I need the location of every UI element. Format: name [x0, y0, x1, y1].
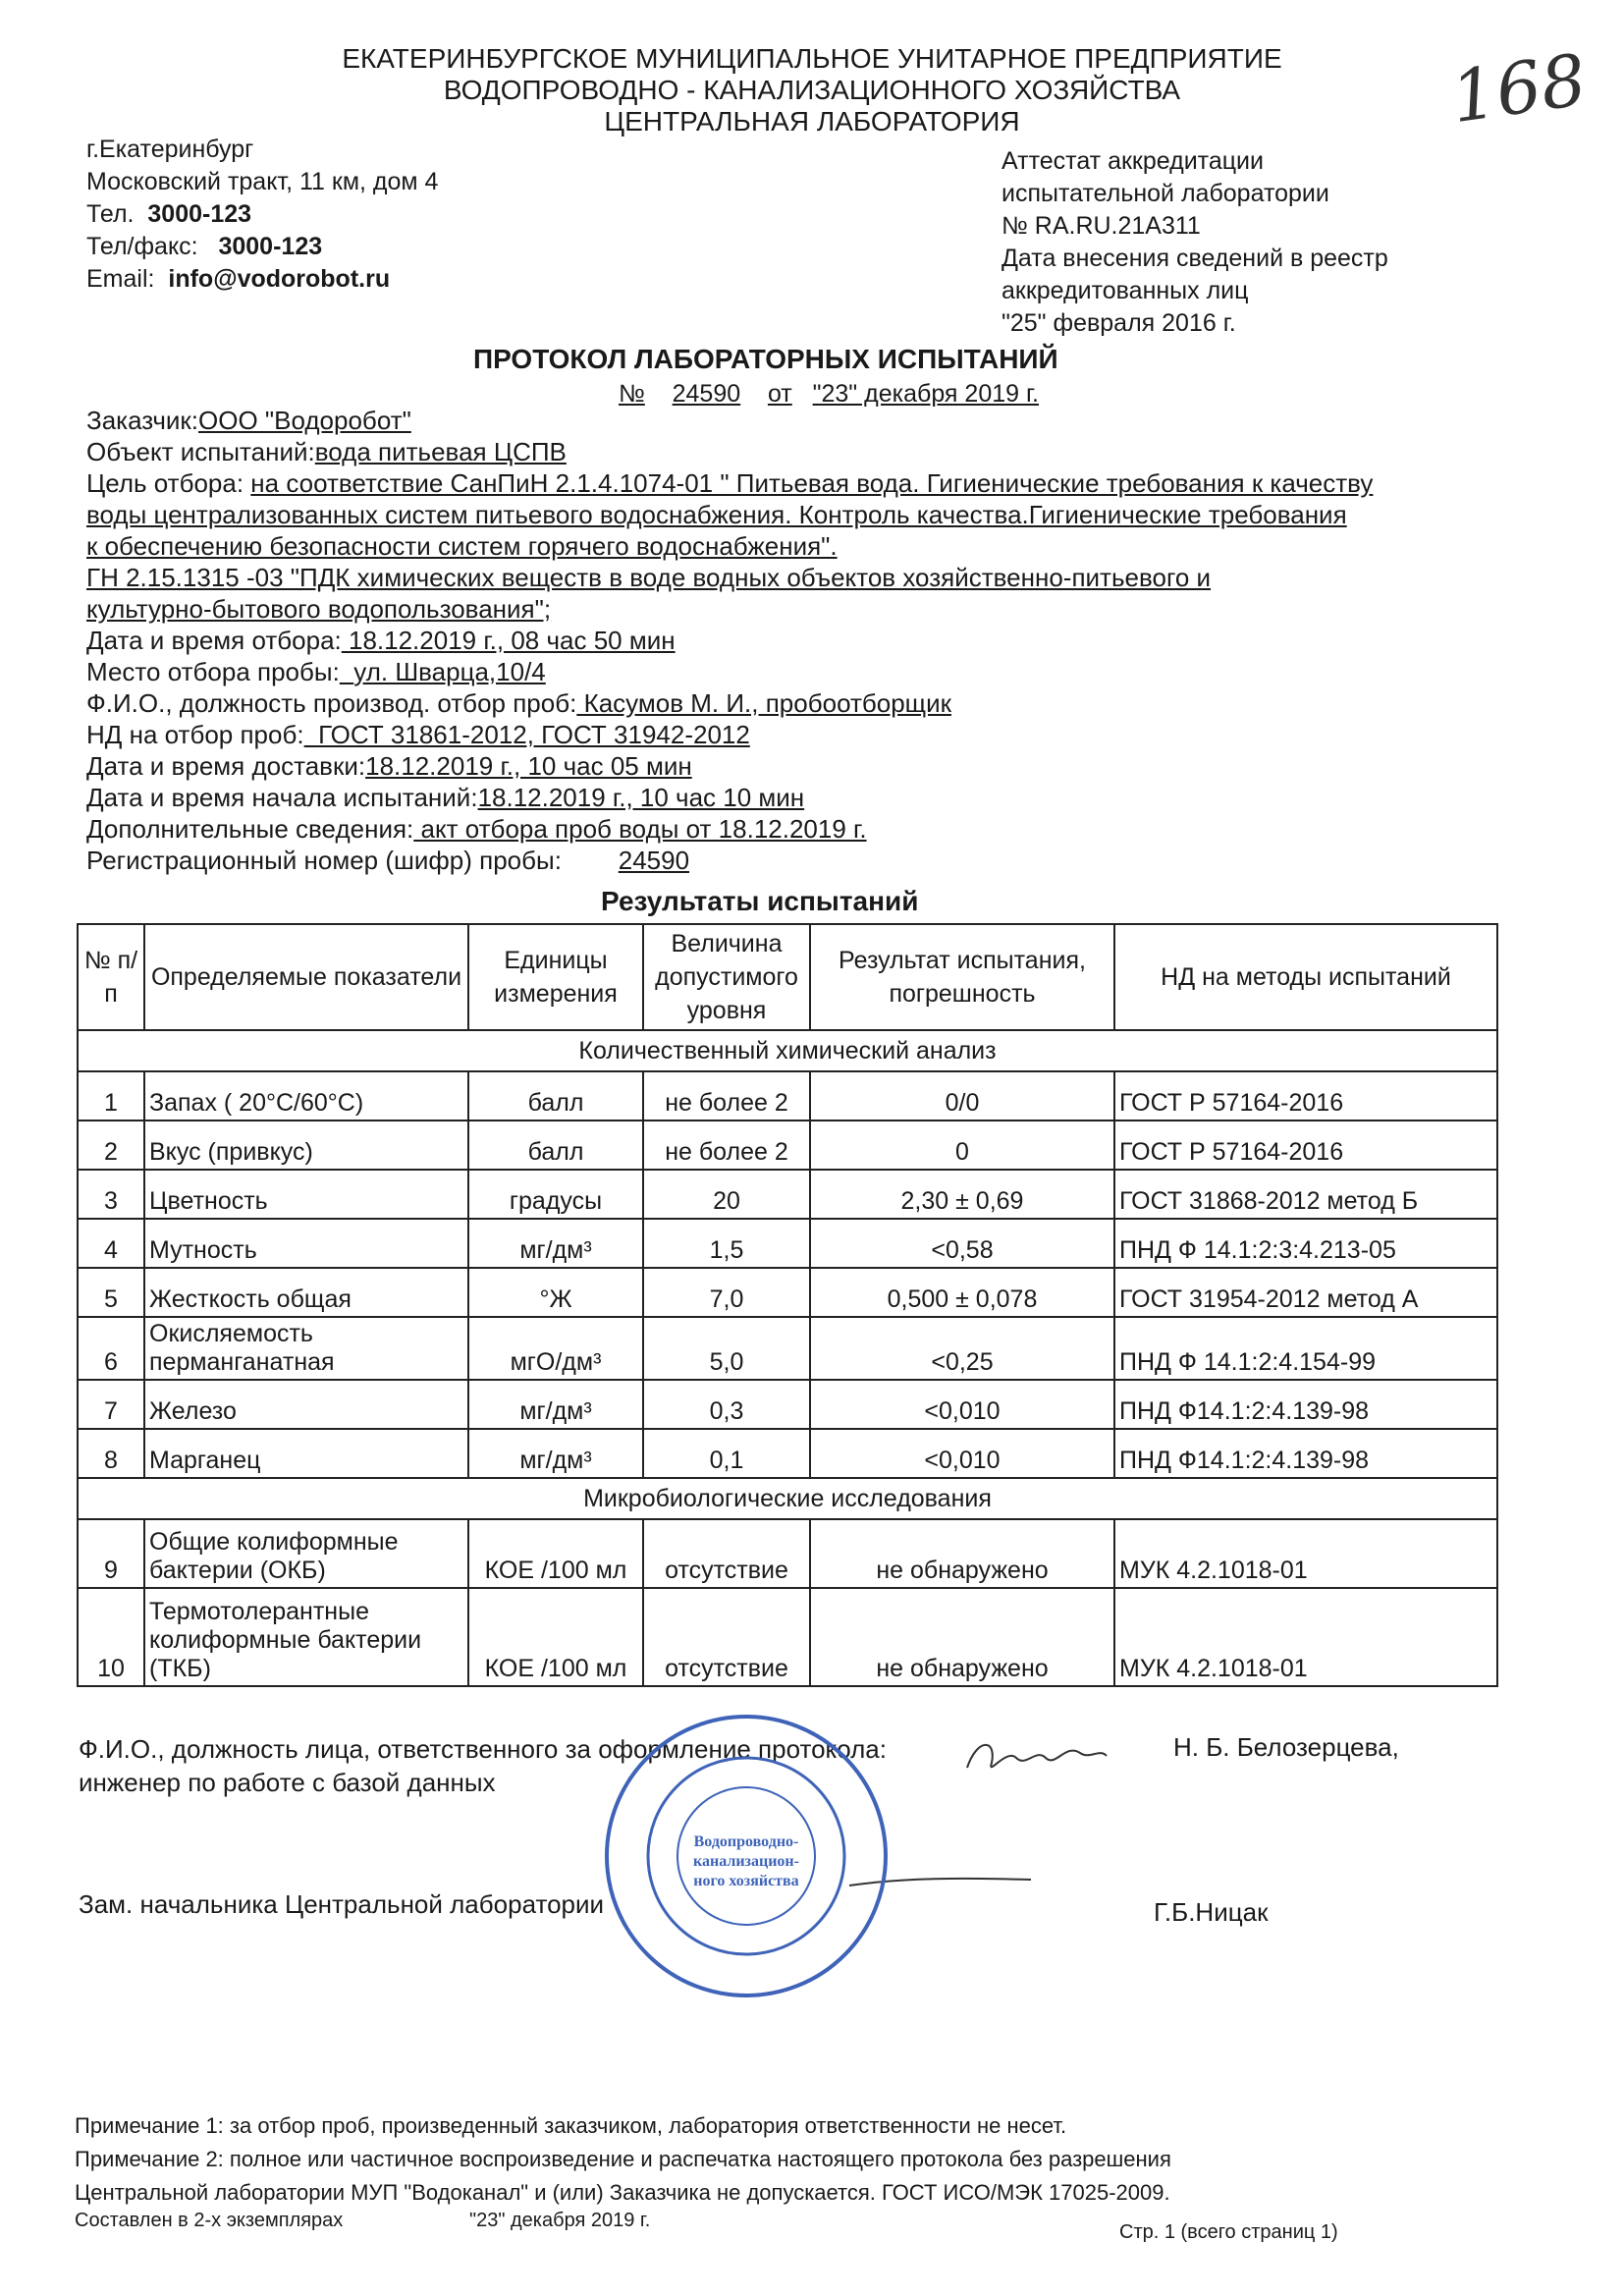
row-result: 0/0: [810, 1071, 1114, 1121]
page-counter: Стр. 1 (всего страниц 1): [1119, 2221, 1338, 2243]
table-row: [78, 1519, 1497, 1588]
row-parameter: Запах ( 20°С/60°С): [144, 1071, 468, 1121]
copies-date: "23" декабря 2019 г.: [469, 2210, 651, 2231]
table-row: [78, 1121, 1497, 1170]
svg-text:канализацион-: канализацион-: [693, 1853, 799, 1870]
table-row: [78, 1268, 1497, 1317]
results-title: Результаты испытаний: [601, 886, 919, 916]
responsible-person: Ф.И.О., должность лица, ответственного за оформление протокола: инженер по работе с базой данных: [79, 1734, 887, 1797]
row-method: ПНД Ф14.1:2:4.139-98: [1114, 1429, 1497, 1478]
row-number: 9: [78, 1519, 144, 1588]
row-unit: мгО/дм³: [468, 1317, 643, 1380]
row-unit: градусы: [468, 1170, 643, 1219]
table-row: [78, 1380, 1497, 1429]
row-limit: 20: [643, 1170, 810, 1219]
copies-note: Составлен в 2-х экземплярах: [75, 2210, 344, 2231]
section-chemical: Количественный химический анализ: [78, 1030, 1497, 1071]
row-method: ГОСТ 31868-2012 метод Б: [1114, 1170, 1497, 1219]
row-parameter: Термотолерантные колиформные бактерии (ТКБ): [144, 1588, 468, 1686]
row-result: 0: [810, 1121, 1114, 1170]
row-limit: не более 2: [643, 1071, 810, 1121]
row-unit: балл: [468, 1121, 643, 1170]
row-method: МУК 4.2.1018-01: [1114, 1588, 1497, 1686]
contact-city: г.Екатеринбург: [86, 136, 254, 163]
row-method: ПНД Ф14.1:2:4.139-98: [1114, 1380, 1497, 1429]
row-parameter: Железо: [144, 1380, 468, 1429]
org-name-line2: ВОДОПРОВОДНО - КАНАЛИЗАЦИОННОГО ХОЗЯЙСТВА: [443, 75, 1181, 105]
handwritten-page-number: 168: [1445, 37, 1592, 139]
row-parameter: Марганец: [144, 1429, 468, 1478]
row-result: не обнаружено: [810, 1519, 1114, 1588]
section-micro: Микробиологические исследования: [78, 1478, 1497, 1519]
footnotes: Примечание 1: за отбор проб, произведенный заказчиком, лаборатория ответственности не несет. Примечание 2: полное или частичное воспроизведение и распечатка настоящего протокола без разрешения Центральной лаборатории МУП "Водоканал" и (или) Заказчика не допускается. ГОСТ ИСО/МЭК 17025-2009.: [75, 2113, 1171, 2205]
row-unit: мг/дм³: [468, 1219, 643, 1268]
row-limit: 5,0: [643, 1317, 810, 1380]
row-limit: отсутствие: [643, 1519, 810, 1588]
row-parameter: Мутность: [144, 1219, 468, 1268]
row-result: <0,25: [810, 1317, 1114, 1380]
row-result: 2,30 ± 0,69: [810, 1170, 1114, 1219]
table-header-row: № п/п Определяемые показатели Единицы измерения Величина допустимого уровня Результат испытания, погрешность НД на методы испытаний: [78, 924, 1497, 1030]
stamp-inner-text: Водопроводно-: [693, 1833, 799, 1850]
table-row: [78, 1317, 1497, 1380]
org-name-line1: ЕКАТЕРИНБУРГСКОЕ МУНИЦИПАЛЬНОЕ УНИТАРНОЕ ПРЕДПРИЯТИЕ: [342, 43, 1282, 74]
row-number: 10: [78, 1588, 144, 1686]
table-row: [78, 1219, 1497, 1268]
row-unit: балл: [468, 1071, 643, 1121]
signature-scribble: [957, 1728, 1114, 1787]
row-unit: мг/дм³: [468, 1429, 643, 1478]
table-row: [78, 1170, 1497, 1219]
row-method: ПНД Ф 14.1:2:4.154-99: [1114, 1317, 1497, 1380]
row-result: <0,58: [810, 1219, 1114, 1268]
row-limit: 1,5: [643, 1219, 810, 1268]
row-parameter: Цветность: [144, 1170, 468, 1219]
row-number: 1: [78, 1071, 144, 1121]
contacts-block: [86, 134, 438, 296]
row-limit: 0,3: [643, 1380, 810, 1429]
row-number: 3: [78, 1170, 144, 1219]
official-stamp: [599, 1709, 893, 2003]
row-number: 8: [78, 1429, 144, 1478]
row-result: не обнаружено: [810, 1588, 1114, 1686]
row-limit: 7,0: [643, 1268, 810, 1317]
deputy-name: Г.Б.Ницак: [1154, 1897, 1269, 1927]
row-number: 5: [78, 1268, 144, 1317]
row-unit: °Ж: [468, 1268, 643, 1317]
deputy-label: Зам. начальника Центральной лаборатории: [79, 1889, 605, 1919]
row-parameter: Жесткость общая: [144, 1268, 468, 1317]
row-unit: мг/дм³: [468, 1380, 643, 1429]
table-row: [78, 1588, 1497, 1686]
row-number: 7: [78, 1380, 144, 1429]
org-name-line3: ЦЕНТРАЛЬНАЯ ЛАБОРАТОРИЯ: [604, 106, 1020, 137]
protocol-fields: Заказчик:ООО "Водоробот" Объект испытаний:вода питьевая ЦСПВ Цель отбора: на соответствие СанПиН 2.1.4.1074-01 " Питьевая вода. Гигиенические требования к качеству воды централизованных систем питьевого водоснабжения. Контроль качества.Гигиенические требования к обеспечению безопасности систем горячего водоснабжения". ГН 2.15.1315 -03 "ПДК химических веществ в воде водных объектов хозяйственно-питьевого и культурно-бытового водопользования"; Дата и время отбора: 18.12.2019 г., 08 час 50 мин Место отбора пробы: ул. Шварца,10/4 Ф.И.О., должность производ. отбор проб: Касумов М. И., пробоотборщик НД на отбор проб: ГОСТ 31861-2012, ГОСТ 31942-2012 Дата и время доставки:18.12.2019 г., 10 час 05 мин Дата и время начала испытаний:18.12.2019 г., 10 час 10 мин Дополнительные сведения: акт отбора проб воды от 18.12.2019 г. Регистрационный номер (шифр) пробы: 24590: [86, 406, 1374, 875]
contact-address: Московский тракт, 11 км, дом 4: [86, 168, 439, 195]
row-result: 0,500 ± 0,078: [810, 1268, 1114, 1317]
row-method: МУК 4.2.1018-01: [1114, 1519, 1497, 1588]
row-method: ГОСТ Р 57164-2016: [1114, 1121, 1497, 1170]
row-method: ГОСТ 31954-2012 метод А: [1114, 1268, 1497, 1317]
row-number: 4: [78, 1219, 144, 1268]
row-number: 6: [78, 1317, 144, 1380]
row-unit: КОЕ /100 мл: [468, 1588, 643, 1686]
row-limit: 0,1: [643, 1429, 810, 1478]
results-table: [77, 923, 1498, 1687]
row-number: 2: [78, 1121, 144, 1170]
svg-text:ного хозяйства: ного хозяйства: [693, 1873, 799, 1889]
table-row: [78, 1071, 1497, 1121]
contact-email: Email: info@vodorobot.ru: [86, 265, 391, 293]
row-unit: КОЕ /100 мл: [468, 1519, 643, 1588]
contact-tel: Тел. 3000-123: [86, 200, 252, 228]
row-parameter: Окисляемость перманганатная: [144, 1317, 468, 1380]
row-parameter: Общие колиформные бактерии (ОКБ): [144, 1519, 468, 1588]
row-method: ПНД Ф 14.1:2:3:4.213-05: [1114, 1219, 1497, 1268]
row-result: <0,010: [810, 1380, 1114, 1429]
row-limit: отсутствие: [643, 1588, 810, 1686]
row-method: ГОСТ Р 57164-2016: [1114, 1071, 1497, 1121]
protocol-number-line: № 24590 от "23" декабря 2019 г.: [619, 380, 1039, 408]
protocol-title: ПРОТОКОЛ ЛАБОРАТОРНЫХ ИСПЫТАНИЙ: [473, 344, 1058, 374]
responsible-name: Н. Б. Белозерцева,: [1173, 1732, 1399, 1762]
row-limit: не более 2: [643, 1121, 810, 1170]
accreditation-block: Аттестат аккредитации испытательной лаборатории № RA.RU.21A311 Дата внесения сведений в реестр аккредитованных лиц "25" февраля 2016 г.: [1001, 147, 1388, 337]
row-result: <0,010: [810, 1429, 1114, 1478]
contact-fax: Тел/факс: 3000-123: [86, 233, 323, 260]
table-row: [78, 1429, 1497, 1478]
row-parameter: Вкус (привкус): [144, 1121, 468, 1170]
